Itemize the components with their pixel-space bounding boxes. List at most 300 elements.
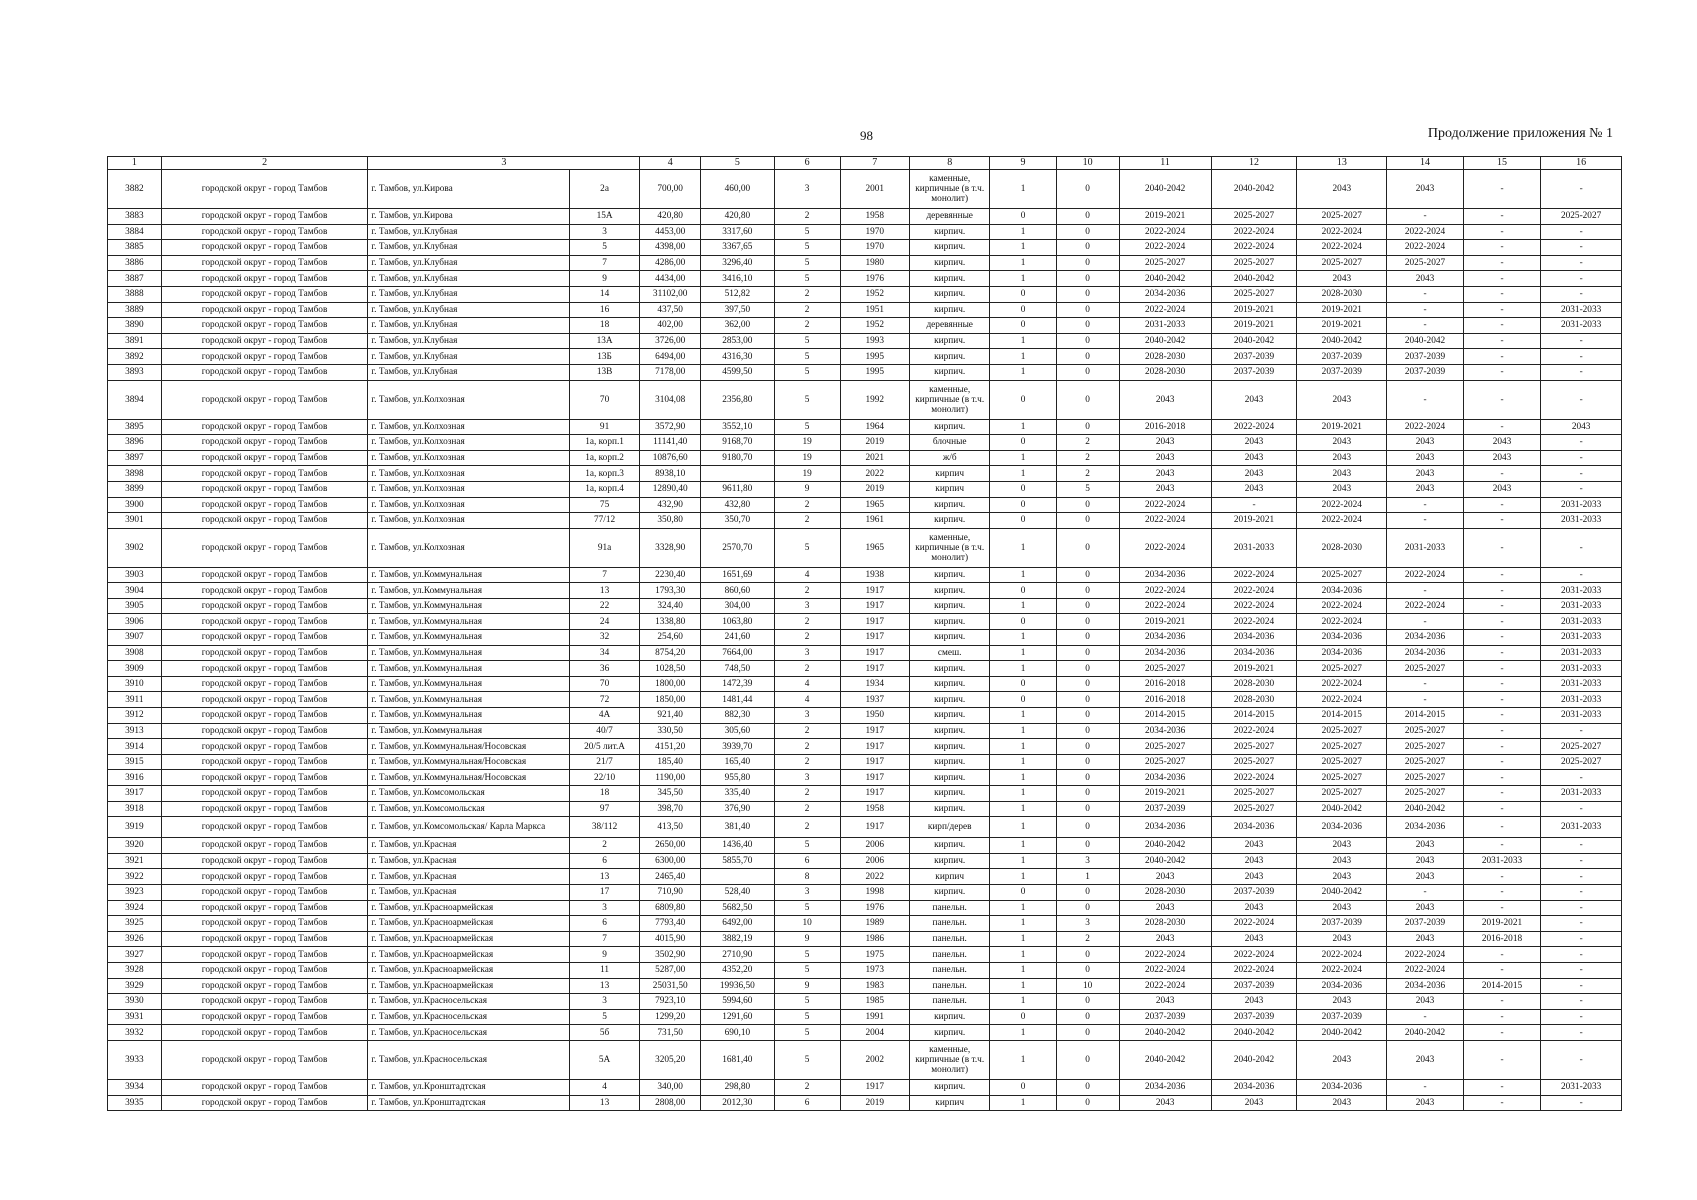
- table-cell: 2016-2018: [1463, 931, 1541, 947]
- table-cell: 1: [990, 271, 1056, 287]
- table-cell: 2040-2042: [1119, 1040, 1211, 1079]
- table-cell: 2025-2027: [1387, 255, 1463, 271]
- table-cell: 4: [774, 567, 840, 583]
- table-cell: 3923: [108, 884, 162, 900]
- table-cell: 5: [774, 838, 840, 854]
- table-cell: 1970: [840, 240, 909, 256]
- table-row: [108, 900, 1622, 916]
- table-cell: 3926: [108, 931, 162, 947]
- table-cell: 2040-2042: [1387, 333, 1463, 349]
- table-cell: 2043: [1297, 1040, 1387, 1079]
- table-cell: 2043: [1119, 481, 1211, 497]
- table-cell: 6: [774, 1095, 840, 1111]
- table-cell: г. Тамбов, ул.Колхозная: [368, 513, 570, 529]
- table-cell: 2043: [1541, 419, 1622, 435]
- table-cell: 2031-2033: [1541, 645, 1622, 661]
- table-cell: городской округ - город Тамбов: [161, 853, 368, 869]
- table-cell: 1: [990, 598, 1056, 614]
- table-cell: 21/7: [569, 754, 639, 770]
- table-cell: блочные: [909, 435, 990, 451]
- table-cell: 2022-2024: [1211, 916, 1297, 932]
- table-cell: 32: [569, 630, 639, 646]
- table-cell: 13: [569, 869, 639, 885]
- table-cell: 2022-2024: [1387, 947, 1463, 963]
- table-cell: 11: [569, 962, 639, 978]
- table-cell: 0: [1056, 513, 1119, 529]
- table-cell: 2025-2027: [1297, 770, 1387, 786]
- table-cell: 2034-2036: [1119, 630, 1211, 646]
- table-cell: -: [1463, 255, 1541, 271]
- table-cell: -: [1463, 676, 1541, 692]
- table-cell: 2025-2027: [1541, 754, 1622, 770]
- table-cell: 2025-2027: [1211, 786, 1297, 802]
- table-cell: -: [1387, 209, 1463, 225]
- table-cell: 3896: [108, 435, 162, 451]
- table-cell: 3908: [108, 645, 162, 661]
- table-cell: 2022-2024: [1119, 224, 1211, 240]
- table-cell: 376,90: [701, 801, 774, 817]
- table-cell: 0: [990, 209, 1056, 225]
- table-cell: 2040-2042: [1211, 1040, 1297, 1079]
- table-cell: 3: [774, 645, 840, 661]
- table-cell: городской округ - город Тамбов: [161, 770, 368, 786]
- table-cell: 5: [569, 1009, 639, 1025]
- table-cell: 2043: [1387, 466, 1463, 482]
- table-cell: 0: [1056, 349, 1119, 365]
- table-cell: 2025-2027: [1297, 255, 1387, 271]
- table-cell: 2028-2030: [1119, 364, 1211, 380]
- table-cell: 1: [990, 528, 1056, 567]
- table-cell: 3: [774, 708, 840, 724]
- table-cell: 2040-2042: [1119, 838, 1211, 854]
- table-cell: 2040-2042: [1119, 333, 1211, 349]
- table-cell: 2043: [1119, 380, 1211, 419]
- table-cell: 2031-2033: [1541, 318, 1622, 334]
- table-cell: 1976: [840, 900, 909, 916]
- table-cell: г. Тамбов, ул.Красносельская: [368, 994, 570, 1010]
- table-cell: 19: [774, 435, 840, 451]
- table-cell: 0: [1056, 170, 1119, 209]
- table-row: [108, 614, 1622, 630]
- table-cell: 2019-2021: [1211, 513, 1297, 529]
- table-cell: 1: [1056, 869, 1119, 885]
- table-cell: 7664,00: [701, 645, 774, 661]
- table-cell: 690,10: [701, 1025, 774, 1041]
- table-cell: 2043: [1297, 466, 1387, 482]
- table-cell: -: [1541, 364, 1622, 380]
- table-cell: 2022-2024: [1297, 614, 1387, 630]
- table-cell: 2043: [1211, 450, 1297, 466]
- table-cell: 7923,10: [640, 994, 701, 1010]
- table-cell: кирпич.: [909, 583, 990, 599]
- table-cell: 2025-2027: [1387, 754, 1463, 770]
- table-cell: 2016-2018: [1119, 692, 1211, 708]
- table-cell: -: [1541, 900, 1622, 916]
- table-cell: г. Тамбов, ул.Кронштадтская: [368, 1079, 570, 1095]
- table-cell: 2037-2039: [1211, 349, 1297, 365]
- table-cell: 2: [774, 754, 840, 770]
- table-cell: городской округ - город Тамбов: [161, 916, 368, 932]
- table-cell: 2037-2039: [1211, 884, 1297, 900]
- table-cell: г. Тамбов, ул.Коммунальная: [368, 708, 570, 724]
- table-row: [108, 978, 1622, 994]
- table-cell: 1975: [840, 947, 909, 963]
- table-cell: г. Тамбов, ул.Коммунальная: [368, 723, 570, 739]
- table-cell: 1: [990, 1040, 1056, 1079]
- table-cell: 1651,69: [701, 567, 774, 583]
- table-row: [108, 692, 1622, 708]
- table-cell: 2040-2042: [1211, 1025, 1297, 1041]
- table-cell: 0: [1056, 614, 1119, 630]
- table-cell: городской округ - город Тамбов: [161, 435, 368, 451]
- table-cell: 0: [1056, 1025, 1119, 1041]
- table-cell: 4453,00: [640, 224, 701, 240]
- table-cell: 2025-2027: [1387, 661, 1463, 677]
- table-cell: 0: [1056, 708, 1119, 724]
- table-cell: 2040-2042: [1119, 271, 1211, 287]
- table-cell: -: [1463, 962, 1541, 978]
- table-cell: 2022: [840, 466, 909, 482]
- table-cell: 2: [774, 318, 840, 334]
- table-cell: 2710,90: [701, 947, 774, 963]
- table-cell: кирпич: [909, 869, 990, 885]
- table-cell: 4434,00: [640, 271, 701, 287]
- table-cell: 9180,70: [701, 450, 774, 466]
- table-cell: 2034-2036: [1119, 286, 1211, 302]
- table-cell: -: [1463, 497, 1541, 513]
- table-cell: 0: [1056, 962, 1119, 978]
- table-cell: городской округ - город Тамбов: [161, 994, 368, 1010]
- column-header-2: 2: [161, 157, 368, 170]
- table-cell: 2012,30: [701, 1095, 774, 1111]
- table-cell: 2022-2024: [1297, 513, 1387, 529]
- table-cell: 10: [1056, 978, 1119, 994]
- table-cell: 2006: [840, 838, 909, 854]
- table-cell: 9: [774, 931, 840, 947]
- table-cell: 0: [990, 302, 1056, 318]
- table-cell: 2022-2024: [1297, 947, 1387, 963]
- table-cell: -: [1463, 302, 1541, 318]
- table-cell: 13: [569, 978, 639, 994]
- table-cell: 1а, корп.2: [569, 450, 639, 466]
- table-cell: 2040-2042: [1387, 1025, 1463, 1041]
- table-cell: 4151,20: [640, 739, 701, 755]
- table-cell: 2019-2021: [1211, 318, 1297, 334]
- column-header-1: 1: [108, 157, 162, 170]
- table-cell: -: [1541, 380, 1622, 419]
- table-cell: -: [1541, 770, 1622, 786]
- table-cell: 0: [1056, 994, 1119, 1010]
- table-cell: кирпич: [909, 481, 990, 497]
- table-cell: -: [1387, 614, 1463, 630]
- table-cell: 2: [1056, 450, 1119, 466]
- table-cell: 91а: [569, 528, 639, 567]
- table-cell: -: [1387, 302, 1463, 318]
- table-row: [108, 645, 1622, 661]
- table-cell: 2034-2036: [1119, 723, 1211, 739]
- table-cell: 1: [990, 224, 1056, 240]
- table-cell: 6: [569, 853, 639, 869]
- table-cell: 2022-2024: [1211, 224, 1297, 240]
- table-cell: 2031-2033: [1541, 302, 1622, 318]
- table-cell: г. Тамбов, ул.Коммунальная: [368, 614, 570, 630]
- table-cell: кирпич.: [909, 513, 990, 529]
- table-cell: городской округ - город Тамбов: [161, 900, 368, 916]
- table-cell: 2043: [1297, 869, 1387, 885]
- table-row: [108, 770, 1622, 786]
- table-cell: 420,80: [701, 209, 774, 225]
- table-cell: городской округ - город Тамбов: [161, 708, 368, 724]
- table-cell: 1: [990, 739, 1056, 755]
- table-cell: 0: [1056, 286, 1119, 302]
- table-cell: -: [1463, 318, 1541, 334]
- table-cell: -: [1463, 466, 1541, 482]
- table-cell: г. Тамбов, ул.Клубная: [368, 286, 570, 302]
- table-cell: 3: [774, 884, 840, 900]
- table-cell: 3897: [108, 450, 162, 466]
- table-cell: 2037-2039: [1387, 364, 1463, 380]
- table-cell: 340,00: [640, 1079, 701, 1095]
- table-cell: 0: [990, 884, 1056, 900]
- table-cell: 0: [1056, 240, 1119, 256]
- table-row: [108, 1025, 1622, 1041]
- table-cell: 432,90: [640, 497, 701, 513]
- table-cell: -: [1463, 598, 1541, 614]
- table-cell: кирпич.: [909, 598, 990, 614]
- table-cell: 2043: [1297, 481, 1387, 497]
- table-cell: 0: [1056, 692, 1119, 708]
- table-cell: 1: [990, 838, 1056, 854]
- table-cell: -: [1463, 884, 1541, 900]
- table-cell: 2031-2033: [1541, 786, 1622, 802]
- table-row: [108, 962, 1622, 978]
- table-cell: 2034-2036: [1297, 583, 1387, 599]
- column-header-10: 10: [1056, 157, 1119, 170]
- table-cell: городской округ - город Тамбов: [161, 240, 368, 256]
- table-cell: 2014-2015: [1387, 708, 1463, 724]
- table-cell: 72: [569, 692, 639, 708]
- table-cell: городской округ - город Тамбов: [161, 869, 368, 885]
- table-cell: 2025-2027: [1211, 801, 1297, 817]
- table-cell: кирпич.: [909, 1009, 990, 1025]
- table-cell: 2: [774, 583, 840, 599]
- table-cell: 2043: [1211, 869, 1297, 885]
- table-cell: 0: [1056, 770, 1119, 786]
- table-cell: 2031-2033: [1541, 513, 1622, 529]
- table-cell: 5: [774, 419, 840, 435]
- table-cell: 10: [774, 916, 840, 932]
- table-cell: 2022-2024: [1119, 513, 1211, 529]
- table-cell: городской округ - город Тамбов: [161, 614, 368, 630]
- table-cell: 2034-2036: [1119, 645, 1211, 661]
- table-cell: 2043: [1387, 1095, 1463, 1111]
- table-cell: ж/б: [909, 450, 990, 466]
- table-cell: 350,70: [701, 513, 774, 529]
- column-header-14: 14: [1387, 157, 1463, 170]
- table-cell: 1995: [840, 364, 909, 380]
- table-cell: -: [1463, 364, 1541, 380]
- table-cell: 2019-2021: [1297, 318, 1387, 334]
- table-cell: 34: [569, 645, 639, 661]
- table-cell: г. Тамбов, ул.Колхозная: [368, 435, 570, 451]
- table-cell: 1800,00: [640, 676, 701, 692]
- table-cell: 731,50: [640, 1025, 701, 1041]
- table-cell: 2022-2024: [1387, 240, 1463, 256]
- table-cell: 14: [569, 286, 639, 302]
- table-cell: 2019: [840, 1095, 909, 1111]
- table-cell: г. Тамбов, ул.Клубная: [368, 302, 570, 318]
- table-cell: 3726,00: [640, 333, 701, 349]
- table-cell: 3919: [108, 817, 162, 838]
- table-cell: кирп/дерев: [909, 817, 990, 838]
- table-cell: 4352,20: [701, 962, 774, 978]
- table-cell: 2043: [1119, 435, 1211, 451]
- table-row: [108, 255, 1622, 271]
- table-cell: г. Тамбов, ул.Коммунальная/Носовская: [368, 770, 570, 786]
- table-cell: 2014-2015: [1211, 708, 1297, 724]
- table-cell: 2043: [1297, 170, 1387, 209]
- table-cell: г. Тамбов, ул.Красноармейская: [368, 931, 570, 947]
- table-cell: 5: [774, 349, 840, 365]
- table-row: [108, 567, 1622, 583]
- table-cell: 2043: [1119, 931, 1211, 947]
- table-cell: 2028-2030: [1211, 692, 1297, 708]
- table-cell: 0: [1056, 380, 1119, 419]
- table-cell: 6: [774, 853, 840, 869]
- table-cell: г. Тамбов, ул.Клубная: [368, 349, 570, 365]
- table-cell: г. Тамбов, ул.Клубная: [368, 318, 570, 334]
- table-cell: 2002: [840, 1040, 909, 1079]
- table-cell: 0: [1056, 900, 1119, 916]
- table-cell: 3911: [108, 692, 162, 708]
- table-cell: 335,40: [701, 786, 774, 802]
- table-cell: 5: [774, 1025, 840, 1041]
- table-cell: 2022-2024: [1211, 583, 1297, 599]
- table-cell: 3900: [108, 497, 162, 513]
- table-cell: кирпич.: [909, 754, 990, 770]
- table-cell: 0: [1056, 947, 1119, 963]
- table-cell: 0: [990, 497, 1056, 513]
- table-cell: 2028-2030: [1119, 349, 1211, 365]
- table-cell: 1: [990, 333, 1056, 349]
- table-cell: -: [1463, 583, 1541, 599]
- table-cell: 0: [1056, 528, 1119, 567]
- table-cell: 1934: [840, 676, 909, 692]
- column-header-8: 8: [909, 157, 990, 170]
- table-cell: 5: [569, 240, 639, 256]
- table-cell: 2031-2033: [1463, 853, 1541, 869]
- table-cell: 3934: [108, 1079, 162, 1095]
- table-cell: г. Тамбов, ул.Клубная: [368, 255, 570, 271]
- table-cell: 1299,20: [640, 1009, 701, 1025]
- table-cell: 2: [774, 630, 840, 646]
- table-row: [108, 630, 1622, 646]
- table-cell: кирпич: [909, 466, 990, 482]
- table-cell: городской округ - город Тамбов: [161, 1095, 368, 1111]
- table-cell: -: [1541, 224, 1622, 240]
- table-cell: кирпич.: [909, 884, 990, 900]
- table-cell: 1917: [840, 770, 909, 786]
- table-cell: -: [1463, 900, 1541, 916]
- table-cell: 19: [774, 466, 840, 482]
- table-row: [108, 1095, 1622, 1111]
- table-cell: городской округ - город Тамбов: [161, 481, 368, 497]
- table-cell: 2043: [1297, 853, 1387, 869]
- table-cell: деревянные: [909, 209, 990, 225]
- table-cell: 2043: [1297, 450, 1387, 466]
- table-cell: 3502,90: [640, 947, 701, 963]
- table-cell: 2034-2036: [1119, 567, 1211, 583]
- table-row: [108, 801, 1622, 817]
- table-cell: 165,40: [701, 754, 774, 770]
- table-cell: -: [1541, 450, 1622, 466]
- table-cell: 2040-2042: [1211, 333, 1297, 349]
- table-cell: -: [1463, 209, 1541, 225]
- table-cell: г. Тамбов, ул.Красная: [368, 853, 570, 869]
- table-cell: -: [1463, 240, 1541, 256]
- table-cell: -: [1463, 271, 1541, 287]
- table-cell: -: [1463, 170, 1541, 209]
- table-cell: городской округ - город Тамбов: [161, 255, 368, 271]
- table-cell: 19936,50: [701, 978, 774, 994]
- table-cell: 2043: [1387, 435, 1463, 451]
- table-cell: 0: [1056, 271, 1119, 287]
- table-cell: кирпич.: [909, 271, 990, 287]
- table-cell: 3882,19: [701, 931, 774, 947]
- table-cell: 3914: [108, 739, 162, 755]
- table-cell: 6300,00: [640, 853, 701, 869]
- table-row: [108, 1040, 1622, 1079]
- table-cell: 2031-2033: [1541, 583, 1622, 599]
- table-cell: -: [1463, 692, 1541, 708]
- table-cell: 3912: [108, 708, 162, 724]
- table-cell: 2650,00: [640, 838, 701, 854]
- table-cell: 241,60: [701, 630, 774, 646]
- table-cell: 9: [569, 947, 639, 963]
- table-cell: 3931: [108, 1009, 162, 1025]
- column-header-3: 3: [368, 157, 640, 170]
- table-cell: 0: [1056, 1009, 1119, 1025]
- table-cell: 2043: [1387, 170, 1463, 209]
- table-cell: г. Тамбов, ул.Колхозная: [368, 466, 570, 482]
- column-header-16: 16: [1541, 157, 1622, 170]
- table-cell: 5: [774, 947, 840, 963]
- table-cell: городской округ - город Тамбов: [161, 450, 368, 466]
- table-cell: 2031-2033: [1541, 661, 1622, 677]
- table-cell: 2019-2021: [1297, 419, 1387, 435]
- table-cell: 2022-2024: [1119, 302, 1211, 318]
- table-cell: 2230,40: [640, 567, 701, 583]
- table-row: [108, 435, 1622, 451]
- table-cell: 1938: [840, 567, 909, 583]
- table-cell: 2034-2036: [1387, 645, 1463, 661]
- table-cell: 2а: [569, 170, 639, 209]
- table-cell: 3: [774, 598, 840, 614]
- table-cell: 2031-2033: [1541, 676, 1622, 692]
- table-cell: 77/12: [569, 513, 639, 529]
- table-cell: 2037-2039: [1297, 1009, 1387, 1025]
- table-cell: 5855,70: [701, 853, 774, 869]
- table-cell: 2025-2027: [1211, 754, 1297, 770]
- table-row: [108, 838, 1622, 854]
- table-cell: -: [1541, 838, 1622, 854]
- table-cell: 4316,30: [701, 349, 774, 365]
- table-cell: 2019-2021: [1211, 302, 1297, 318]
- table-cell: кирпич.: [909, 661, 990, 677]
- table-cell: 185,40: [640, 754, 701, 770]
- table-cell: 4А: [569, 708, 639, 724]
- table-cell: -: [1387, 676, 1463, 692]
